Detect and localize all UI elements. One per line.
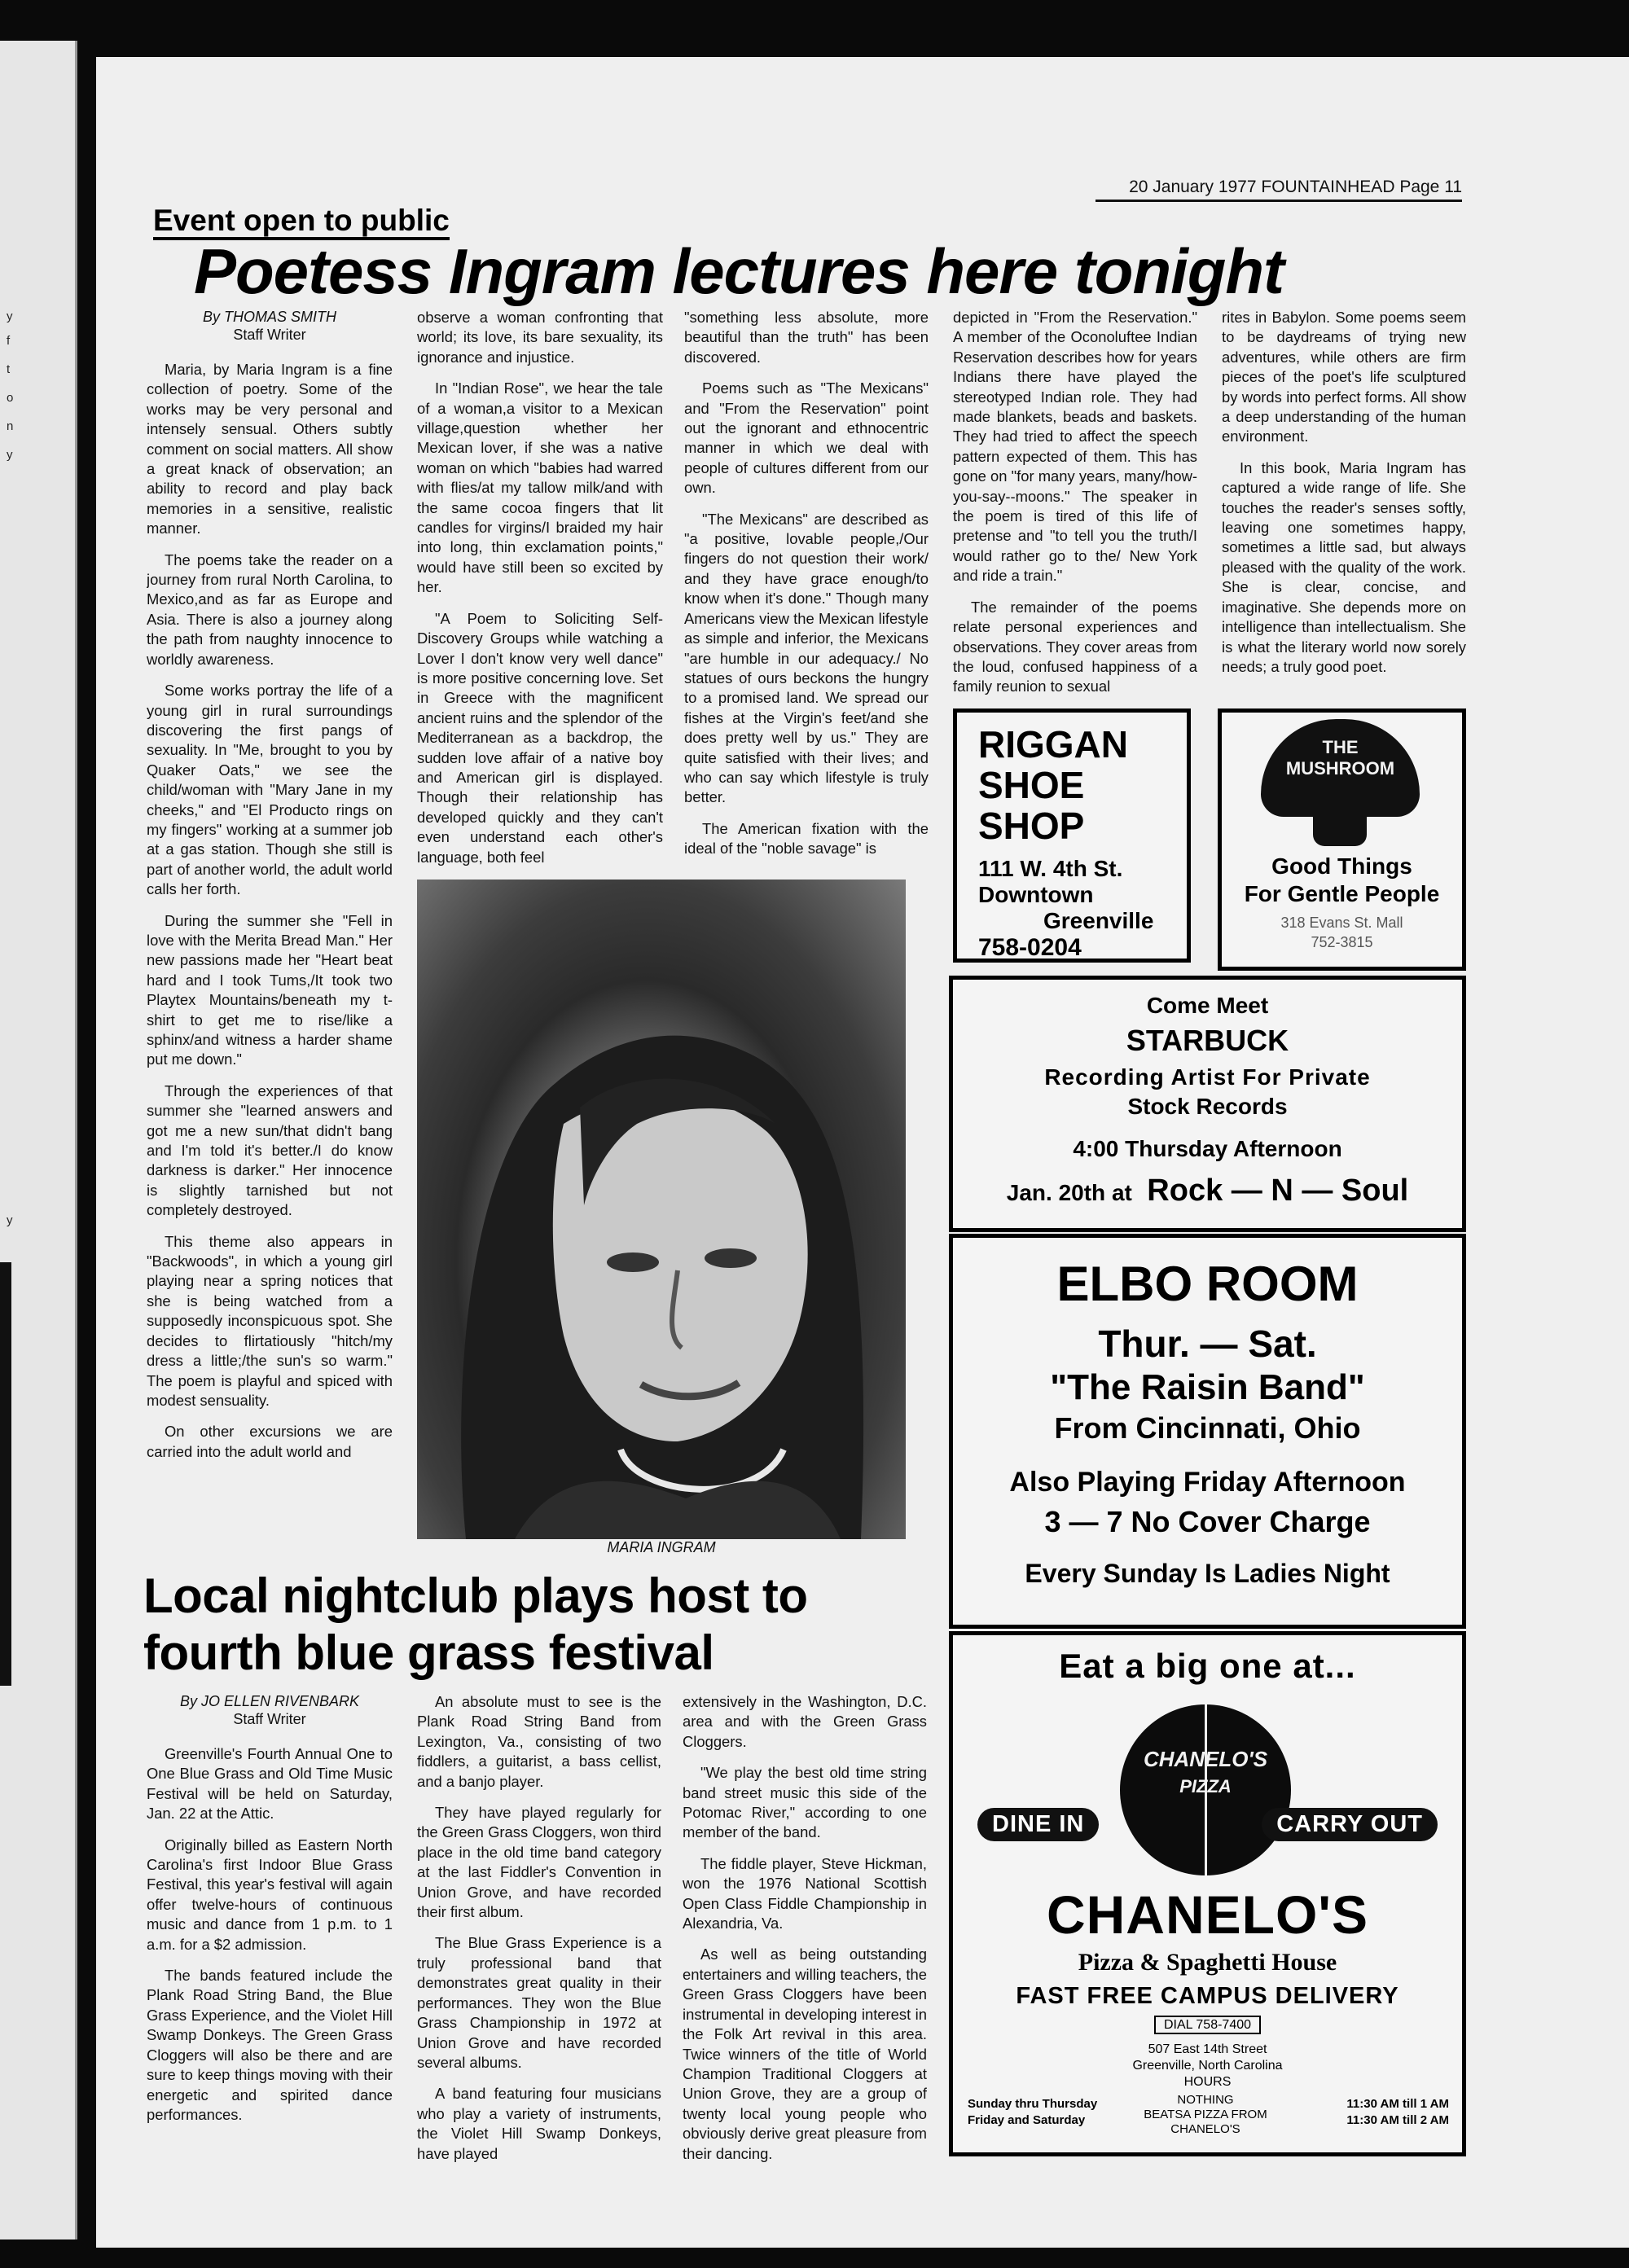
article1-column-4: [953, 308, 1197, 700]
edge-letter: n: [7, 419, 14, 433]
starbuck-date: Jan. 20th at: [1006, 1180, 1132, 1205]
adjacent-page-edge: [0, 41, 77, 2239]
article2-column-2: [417, 1692, 661, 2173]
starbuck-line1: Come Meet: [1146, 993, 1269, 1018]
paragraph: The poems take the reader on a journey from rural North Carolina, to Mexico,and as far as Europe and Asia. There is also a journey along the path from naughty innocence to worldly awareness.: [147, 551, 393, 668]
chanelos-days: [968, 2096, 1131, 2129]
riggan-address3: Greenville: [1043, 908, 1154, 933]
mushroom-tagline2: For Gentle People: [1244, 881, 1440, 906]
article1-column-3: [684, 308, 929, 870]
paragraph: rites in Babylon. Some poems seem to be daydreams of trying new adventures, while others are firm pieces of the poet's life sculptured by words into perfect forms. All show a deep understanding of the human environment.: [1222, 309, 1466, 445]
paragraph: On other excursions we are carried into the adult world and: [147, 1423, 393, 1460]
paragraph: During the summer she "Fell in love with the Merita Bread Man." Her new passions made her "Heart beat hard and I took Tums,/It took two Playtex Mountains/beneath my t-shirt to get me to rise/like a sphinx/and witness a harder shame put me down.": [147, 911, 393, 1068]
chanelos-time-line2: 11:30 AM till 2 AM: [1346, 2113, 1449, 2127]
article2-column-1: [147, 1692, 393, 2173]
pizza-logo-icon: [1120, 1704, 1291, 1875]
starbuck-ad: [949, 976, 1466, 1232]
article2-headline: Local nightclub plays host to fourth blue grass festival: [143, 1568, 808, 1680]
paragraph: A band featuring four musicians who play a variety of instruments, the Violet Hill Swamp Donkeys, have played: [417, 2085, 661, 2162]
paragraph: They have played regularly for the Green Grass Cloggers, won third place in the old time band category at the last Fiddler's Convention in Union Grove, and have recorded their first album.: [417, 1804, 661, 1921]
portrait-photo: [417, 880, 906, 1539]
paragraph: The Blue Grass Experience is a truly professional band that demonstrates great quality in their performances. They won the Blue Grass Championship in 1972 at Union Grove and have recorded several albums.: [417, 1934, 661, 2071]
article2-byrole: Staff Writer: [233, 1711, 306, 1727]
photo-caption: MARIA INGRAM: [607, 1539, 716, 1555]
paragraph: Through the experiences of that summer she "learned answers and got me a new sun/that didn't bang and I'm told it's better./I do know darkness is darker." Her innocence is slightly tarnished but not completely destroyed.: [147, 1081, 393, 1219]
starbuck-line6: [953, 1173, 1462, 1209]
elbo-line5: 3 — 7 No Cover Charge: [1044, 1505, 1371, 1538]
paragraph: Some works portray the life of a young girl in rural surroundings discovering the first pangs of sexuality. In "Me, brought to you by Quaker Oats," we see the child/woman with "Mary Jane in my cheeks," and "El Producto rings on my fingers" working at a summer job at a gas station. Though she still is part of another world, the adult world calls her forth.: [147, 682, 393, 898]
edge-dark-strip: [0, 1262, 11, 1686]
chanelos-dial: [953, 2018, 1462, 2033]
carry-out-badge: CARRY OUT: [1262, 1808, 1438, 1841]
chanelos-slogan-line2: BEATSA PIZZA FROM: [1144, 2108, 1267, 2121]
paragraph: The bands featured include the Plank Road String Band, the Blue Grass Experience, and the Violet Hill Swamp Donkeys. The Green Grass Cloggers will also be there and are sure to keep things moving with their energetic and spirited dance performances.: [147, 1967, 393, 2123]
elbo-line3: From Cincinnati, Ohio: [1054, 1411, 1361, 1445]
riggan-name-line1: RIGGAN: [978, 723, 1128, 766]
edge-letter: y: [7, 448, 13, 462]
mushroom-stem-icon: [1313, 814, 1367, 846]
chanelos-dial-box: DIAL 758-7400: [1154, 2016, 1261, 2034]
riggan-name-line3: SHOP: [978, 805, 1085, 847]
starbuck-line4: Stock Records: [1127, 1094, 1288, 1119]
starbuck-line2: STARBUCK: [1126, 1024, 1289, 1057]
article1-byline: By THOMAS SMITH: [202, 309, 336, 325]
paragraph: "The Mexicans" are described as "a positive, lovable people,/Our fingers do not question their work/ and they have grace enough/to know when it's done." Though many Americans view the Mexican lifestyle as simple and inferior, the Mexicans "are humble in our adequacy./ No statues of ours beckons the hungry to a promised land. We spread our fishes at the Virgin's feet/and she does pretty well by us." They are quite satisfied with their lives; and who can say which lifestyle is truly better.: [684, 510, 929, 806]
paragraph: extensively in the Washington, D.C. area and with the Green Grass Cloggers.: [683, 1693, 927, 1750]
paragraph: Greenville's Fourth Annual One to One Blue Grass and Old Time Music Festival will be held on Saturday, Jan. 22 at the Attic.: [147, 1745, 393, 1823]
paragraph: Poems such as "The Mexicans" and "From the Reservation" point out the ignorant and ethnocentric manner in which we deal with people of cultures different from our own.: [684, 379, 929, 497]
chanelos-subtitle: Pizza & Spaghetti House: [1078, 1949, 1337, 1976]
chanelos-ad: [949, 1631, 1466, 2156]
page-folio: 20 January 1977 FOUNTAINHEAD Page 11: [1096, 178, 1462, 202]
edge-letter: o: [7, 391, 14, 405]
chanelos-slogan: [1128, 2093, 1283, 2137]
paragraph: In "Indian Rose", we hear the tale of a woman,a visitor to a Mexican village,question whether her Mexican lover, if she was a native woman on which "babies had warred with flies/at my tallow milk/and with the same cocoa fingers that lit candles for virgins/I braided my hair into long, thin exclamation points," would have still been so excited by her.: [417, 379, 663, 596]
article1-column-1: [147, 308, 393, 1531]
mushroom-phone: 752-3815: [1311, 934, 1373, 950]
edge-letter: f: [7, 334, 11, 348]
elbo-title: ELBO ROOM: [1056, 1257, 1359, 1311]
mushroom-ad: [1218, 708, 1466, 971]
paragraph: In this book, Maria Ingram has captured a wide range of life. She touches the reader's senses softly, leaving one sometimes happy, sometimes a little sad, but always pleased with the quality of the work. She is clear, concise, and imaginative. She depends more on intelligence than intellectualism. She is what the literary world now sorely needs; a truly good poet.: [1222, 458, 1466, 675]
portrait-illustration: [417, 880, 906, 1539]
edge-letter: y: [7, 309, 13, 323]
paragraph: "We play the best old time string band street music this side of the Potomac River," according to one member of the band.: [683, 1764, 927, 1841]
article1-column-5: [1222, 308, 1466, 700]
chanelos-name: CHANELO'S: [1046, 1884, 1369, 1945]
paragraph: "something less absolute, more beautiful than the truth" has been discovered.: [684, 309, 929, 366]
paragraph: An absolute must to see is the Plank Road String Band from Lexington, Va., consisting of two fiddlers, a guitarist, a bass cellist, and a banjo player.: [417, 1693, 661, 1790]
elbo-line4: Also Playing Friday Afternoon: [1009, 1467, 1406, 1498]
riggan-address2: Downtown: [978, 882, 1094, 907]
pizza-logo-bottom: PIZZA: [1179, 1776, 1232, 1796]
edge-letter: t: [7, 362, 11, 376]
article1-kicker: Event open to public: [153, 205, 450, 240]
chanelos-delivery: FAST FREE CAMPUS DELIVERY: [1016, 1983, 1399, 2009]
riggan-address1: 111 W. 4th St.: [978, 856, 1123, 881]
paragraph: The American fixation with the ideal of the "noble savage" is: [684, 819, 929, 858]
chanelos-hours-label: HOURS: [1183, 2075, 1232, 2089]
riggan-name-line2: SHOE: [978, 764, 1085, 806]
article2-byline: By JO ELLEN RIVENBARK: [179, 1693, 360, 1709]
paragraph: "A Poem to Soliciting Self-Discovery Groups while watching a Lover I don't know very well dance" is more positive concerning love. Set in Greece with the magnificent ancient ruins and the splendor of the Mediterranean as a backdrop, the sudden love affair of a native boy and American girl is displayed. Though their relationship has developed quickly and they can't even understand each other's language, both feel: [417, 609, 663, 866]
article1-headline: Poetess Ingram lectures here tonight: [194, 235, 1284, 307]
chanelos-address1: 507 East 14th Street: [1148, 2042, 1267, 2056]
paragraph: The fiddle player, Steve Hickman, won the 1976 National Scottish Open Class Fiddle Championship in Alexandria, Va.: [683, 1854, 927, 1932]
paragraph: observe a woman confronting that world; its love, its bare sexuality, its ignorance and injustice.: [417, 309, 663, 366]
article2-column-3: [683, 1692, 927, 2173]
elbo-room-ad: [949, 1234, 1466, 1629]
riggan-phone: 758-0204: [978, 934, 1082, 961]
chanelos-slogan-line3: CHANELO'S: [1170, 2122, 1240, 2136]
paragraph: Originally billed as Eastern North Carolina's first Indoor Blue Grass Festival, this year's festival will again offer twelve-hours of continuous music and dance from 1 p.m. to 1 a.m. for a $2 admission.: [147, 1836, 393, 1953]
elbo-line6: Every Sunday Is Ladies Night: [1025, 1559, 1390, 1588]
edge-letter: y: [7, 1213, 13, 1227]
article1-column-2: [417, 308, 663, 870]
chanelos-address2: Greenville, North Carolina: [1132, 2059, 1283, 2073]
chanelos-slogan-line1: NOTHING: [1177, 2093, 1234, 2107]
dine-in-badge: DINE IN: [977, 1808, 1099, 1841]
mushroom-logo-top: THE: [1322, 737, 1359, 757]
paragraph: As well as being outstanding entertainers and willing teachers, the Green Grass Cloggers have been instrumental in developing interest in the Folk Art revival in this area. Twice winners of the title of World Champion Traditional Cloggers at Union Grove, they are a group of twenty local young people who obviously derive great pleasure from their dancing.: [683, 1946, 927, 2162]
starbuck-line5: 4:00 Thursday Afternoon: [1073, 1136, 1342, 1161]
chanelos-days-line2: Friday and Saturday: [968, 2113, 1086, 2127]
chanelos-headline: Eat a big one at...: [1059, 1647, 1356, 1685]
starbuck-venue: Rock — N — Soul: [1147, 1173, 1409, 1208]
pizza-logo-top: CHANELO'S: [1143, 1747, 1268, 1771]
mushroom-tagline1: Good Things: [1271, 853, 1412, 879]
elbo-line2: "The Raisin Band": [1050, 1367, 1365, 1407]
chanelos-days-line1: Sunday thru Thursday: [968, 2097, 1098, 2111]
paragraph: This theme also appears in "Backwoods", in which a young girl playing near a spring notices that she is being watched from a supposedly inconspicuous spot. She decides to flirtatiously "hitch/my dress a little;/the sun's so warm." The poem is playful and spiced with modest sensuality.: [147, 1232, 393, 1409]
chanelos-time-line1: 11:30 AM till 1 AM: [1346, 2097, 1449, 2111]
chanelos-times: [1294, 2096, 1449, 2129]
mushroom-logo-bottom: MUSHROOM: [1285, 758, 1395, 779]
paragraph: depicted in "From the Reservation." A member of the Oconoluftee Indian Reservation describes how for years Indians there have played the stereotyped Indian role. They had made blankets, beads and baskets. They had tried to affect the speech pattern expected of them. This has gone on "for many years, many/how-you-say--moons." The speaker in the poem is tired of this life of pretense and "to tell you the truth/I would rather go to the/ New York and ride a train.": [953, 309, 1197, 585]
mushroom-logo-icon: [1261, 719, 1420, 817]
starbuck-line3: Recording Artist For Private: [1044, 1064, 1371, 1090]
article1-byrole: Staff Writer: [233, 327, 306, 343]
mushroom-address: 318 Evans St. Mall: [1280, 915, 1403, 931]
riggan-shoe-shop-ad: [953, 708, 1191, 963]
paragraph: Maria, by Maria Ingram is a fine collection of poetry. Some of the works may be very personal and intensely sensual. Others subtly comment on social matters. All show a great knack of observation; an ability to record and play back memories in a sensitive, realistic manner.: [147, 361, 393, 537]
elbo-line1: Thur. — Sat.: [1098, 1323, 1317, 1365]
paragraph: The remainder of the poems relate personal experiences and observations. They cover areas from the loud, confused happiness of a family reunion to sexual: [953, 598, 1197, 695]
